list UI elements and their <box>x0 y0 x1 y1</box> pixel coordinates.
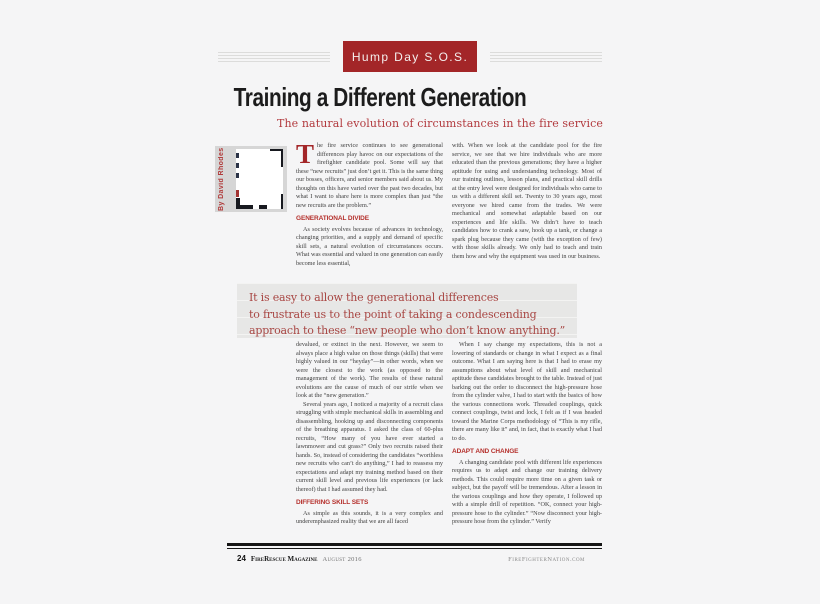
photo-mark <box>236 163 239 168</box>
magazine-name: FireRescue Magazine <box>250 555 318 563</box>
paragraph: As simple as this sounds, it is a very complex and underemphasized reality that we are all faced <box>296 509 443 525</box>
column-right-bottom <box>452 341 602 537</box>
pull-quote-line: approach to these “new people who don’t know anything.” <box>249 324 566 337</box>
kicker-badge <box>343 41 477 72</box>
page-number: 24 <box>237 554 246 563</box>
paragraph: Several years ago, I noticed a majority of a recruit class struggling with simple mechanical skills in assembling and disassembling, hooking up and disconnecting components of the breathing apparatus. I asked the class of 60-plus recruits, “How many of you have ever started a lawnmower and cut grass?” Only two recruits raised their hands. So, instead of considering the candidates “worthless new recruits who can’t do anything,” I had to reassess my expectations and adapt my training method based on their current skill level and previous life experiences (or lack thereof) that I had assumed they had. <box>296 400 443 493</box>
paragraph: A changing candidate pool with different life experiences requires us to adapt and change our training delivery methods. This could require more time on a given task or subject, but the payoff will be tremendous. After a lesson in the various couplings and how they operate, I followed up with a simple drill of repetition. “OK, connect your high-pressure hose to the cylinder.” “Now disconnect your high-pressure hose from the cylinder.” Verify <box>452 458 602 525</box>
drop-cap: T <box>296 142 315 169</box>
photo-mark <box>236 198 240 209</box>
photo-mark <box>281 194 283 209</box>
intro-text: he fire service continues to see generational differences play havoc on our expectations of the firefighter candidate pool. Some will say that these “new recruits” just don’t get it. This is the same thing our bosses, officers, and senior members said about us. My thoughts on this have varied over the past two decades, but what I want to share here is more complex than just “the new recruits are the problem.” <box>296 142 443 209</box>
photo-mark <box>236 153 239 158</box>
section-heading-generational-divide: GENERATIONAL DIVIDE <box>296 215 369 222</box>
paragraph: with. When we look at the candidate pool for the fire service, we see that we hire individuals who are more educated than the previous generations; they have a higher aptitude for using and understanding technology. Most of our training outlines, lesson plans, and practical skill drills at the entry level were designed for individuals who came to us with a different skill set. Twenty to 30 years ago, most everyone we hired came from the trades. We were mechanical and somewhat adaptable based on our experiences and life skills. We didn’t have to teach candidates how to crank a saw, hook up a tank, or change a spark plug because they came (with the exception of few) with those skills already. We only had to teach and train them how and why the equipment was used in our business. <box>452 142 602 260</box>
paragraph: When I say change my expectations, this is not a lowering of standards or change in what I expect as a final outcome. What I am saying here is that I had to erase my assumptions about what level of skill and mechanical aptitude these candidates brought to the table. Instead of just barking out the order to disconnect the high-pressure hose from the cylinder valve, I had to start with the basics of how the various connections work. Threaded couplings, quick connect couplings, twist and lock, I felt as if I was headed toward the Marine Corps methodology of “This is my rifle, there are many like it” and, in fact, that is exactly what I had to do. <box>452 341 602 442</box>
footer <box>237 554 585 563</box>
byline-label: By David Rhodes <box>218 147 225 211</box>
footer-left <box>237 554 362 563</box>
author-photo <box>236 149 283 209</box>
photo-mark <box>270 149 283 151</box>
paragraph: devalued, or extinct in the next. However, we seem to always place a high value on those things (skills) that were highly valued in our “heyday”—in other words, when we were the closest to the work (as opposed to the management of the work). The results of these natural evolutions are the cause of much of our strife when we look at the “new generation.” <box>296 341 443 399</box>
issue-date: August 2016 <box>322 556 362 563</box>
intro-paragraph <box>296 142 443 210</box>
section-heading-adapt-and-change: ADAPT AND CHANGE <box>452 448 519 455</box>
column-left-top <box>296 142 443 280</box>
photo-mark <box>236 173 239 178</box>
article-subtitle: The natural evolution of circumstances in the fire service <box>277 117 603 130</box>
kicker-label: Hump Day S.O.S. <box>351 49 469 64</box>
footer-rule <box>227 543 602 549</box>
kicker-rule-right <box>490 52 602 63</box>
pull-quote-line: It is easy to allow the generational differences <box>249 291 499 304</box>
column-right-top <box>452 142 602 280</box>
section-heading-differing-skill-sets: DIFFERING SKILL SETS <box>296 499 369 506</box>
photo-mark <box>259 205 267 209</box>
photo-mark <box>281 149 283 167</box>
paragraph: As society evolves because of advances in technology, changing priorities, and a supply and demand of specific skill sets, a natural evolution of circumstances occurs. What was essential and valued in one generation can easily become less essential, <box>296 225 443 267</box>
column-left-bottom <box>296 341 443 537</box>
website-url: FireFighterNation.com <box>508 556 585 563</box>
author-box <box>215 146 287 212</box>
photo-mark <box>236 190 239 197</box>
article-title: Training a Different Generation <box>233 82 527 112</box>
pull-quote-line: to frustrate us to the point of taking a condescending <box>249 307 537 321</box>
pull-quote <box>237 283 577 338</box>
kicker-rule-left <box>218 52 330 63</box>
